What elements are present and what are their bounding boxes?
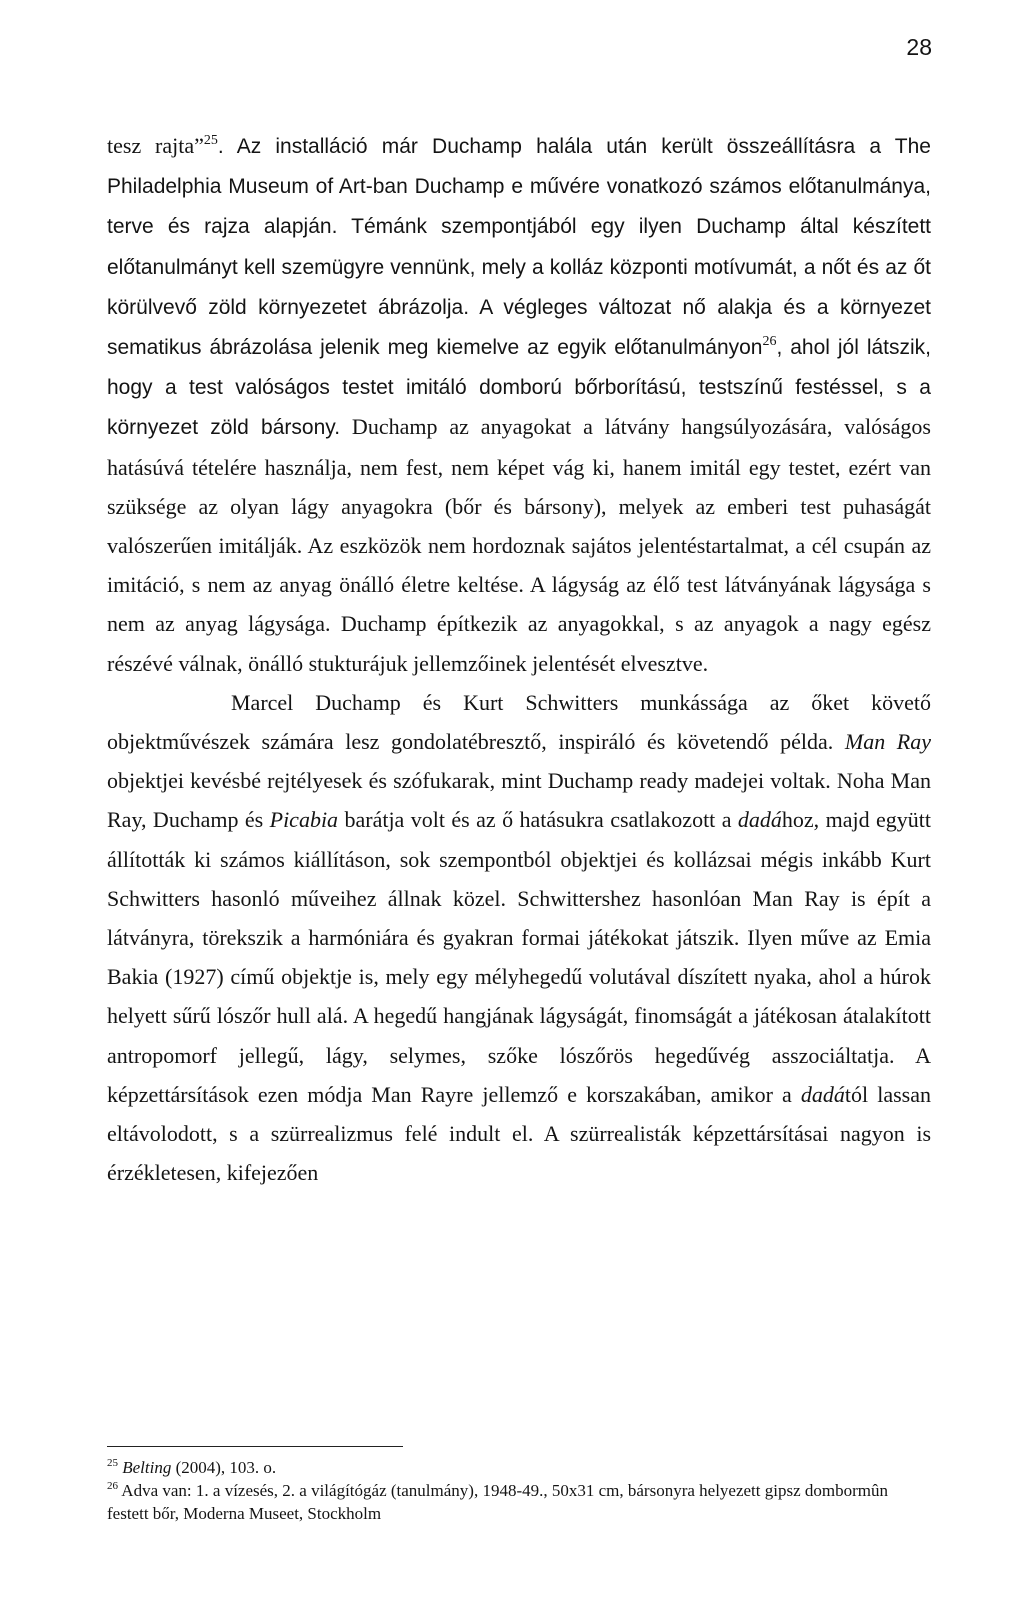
man-ray-name: Man Ray xyxy=(844,729,931,755)
paragraph-2 xyxy=(107,683,931,1193)
footnote-number: 26 xyxy=(107,1480,118,1492)
footnote-26 xyxy=(107,1479,931,1525)
paragraph-2-text-5: tól lassan eltávolodott, s a szürrealizmus felé indult el. A szürrealisták képzettársításai nagyon is érzékletesen, kifejezően xyxy=(107,1081,931,1186)
footnote-25 xyxy=(107,1456,931,1479)
footnote-author: Belting xyxy=(122,1458,172,1477)
paragraph-1-text-1: tesz rajta” xyxy=(107,133,204,158)
footnotes xyxy=(107,1456,931,1525)
paragraph-1 xyxy=(107,126,931,683)
paragraph-2-text-4: hoz, majd együtt állították ki számos kiállításon, sok szempontból objektjei és kollázsai mégis inkább Kurt Schwitters hasonló műveihez állnak közel. Schwittershez hasonlóan Man Ray is épít a látványra, törekszik a harmóniára és gyakran formai játékokat játszik. Ilyen műve az Emia Bakia (1927) című objektje is, mely egy mélyhegedű volutával díszített nyaka, ahol a húrok helyett sűrű lószőr hull alá. A hegedű hangjának lágyságát, finomságát a játékosan átalakított antropomorf jellegű, lágy, selymes, szőke lószőrös hegedűvég asszociáltatja. A képzettársítások ezen módja Man Rayre jellemző e korszakában, amikor a xyxy=(107,807,931,1107)
dada-term: dadá xyxy=(737,807,782,833)
paragraph-2-text-1: Marcel Duchamp és Kurt Schwitters munkássága az őket követő objektművészek számára lesz gondolatébresztő, inspiráló és követendő példa. xyxy=(107,689,931,755)
footnote-ref-25: 25 xyxy=(203,133,218,148)
footnote-ref-26: 26 xyxy=(762,334,777,350)
paragraph-1-text-4: Duchamp az anyagokat a látvány hangsúlyozására, valóságos hatásúvá tételére használja, nem fest, nem képet vág ki, hanem imitál egy testet, ezért van szüksége az olyan lágy anyagokra (bőr és bársony), melyek az emberi test puhaságát valószerűen imitálják. Az eszközök nem hordoznak sajátos jelentéstartalmat, a cél csupán az imitáció, s nem az anyag önálló életre keltése. A lágyság az élő test látványának lágysága s nem az anyag lágysága. Duchamp építkezik az anyagokkal, s az anyagok a nagy egész részévé válnak, önálló stukturájuk jellemzőinek jelentését elvesztve. xyxy=(107,414,931,676)
footnote-text: (2004), 103. o. xyxy=(171,1458,277,1477)
dada-term: dadá xyxy=(800,1081,845,1107)
footnote-text: Adva van: 1. a vízesés, 2. a világítógáz (tanulmány), 1948-49., 50x31 cm, bársonyra helyezett gipsz dombormûn festett bőr, Moderna Museet, Stockholm xyxy=(107,1481,888,1523)
paragraph-1-text-2: . Az installáció már Duchamp halála után került összeállításra a The Philadelphia Museum of Art-ban Duchamp e művére vonatkozó számos előtanulmánya, terve és rajza alapján. Témánk szempontjából egy ilyen Duchamp által készített előtanulmányt kell szemügyre vennünk, mely a kolláz központi motívumát, a nőt és az őt körülvevő zöld környezetet ábrázolja. A végleges változat nő alakja és a környezet sematikus ábrázolása jelenik meg kiemelve az egyik előtanulmányon xyxy=(107,135,931,360)
body-text xyxy=(107,126,931,1192)
paragraph-1-text-3: , ahol jól látszik, hogy a test valóságos testet imitáló domború bőrborítású, testszínű festéssel, s a környezet zöld bársony. xyxy=(107,336,931,440)
paragraph-2-text-2: objektjei kevésbé rejtélyesek és szófukarak, mint Duchamp ready madejei voltak. Noha Man Ray, Duchamp és xyxy=(107,768,931,833)
footnote-divider xyxy=(107,1446,403,1447)
page-number: 28 xyxy=(906,34,932,60)
footnote-number: 25 xyxy=(107,1457,118,1469)
paragraph-2-text-3: barátja volt és az ő hatásukra csatlakozott a xyxy=(338,807,738,833)
picabia-name: Picabia xyxy=(269,807,339,833)
